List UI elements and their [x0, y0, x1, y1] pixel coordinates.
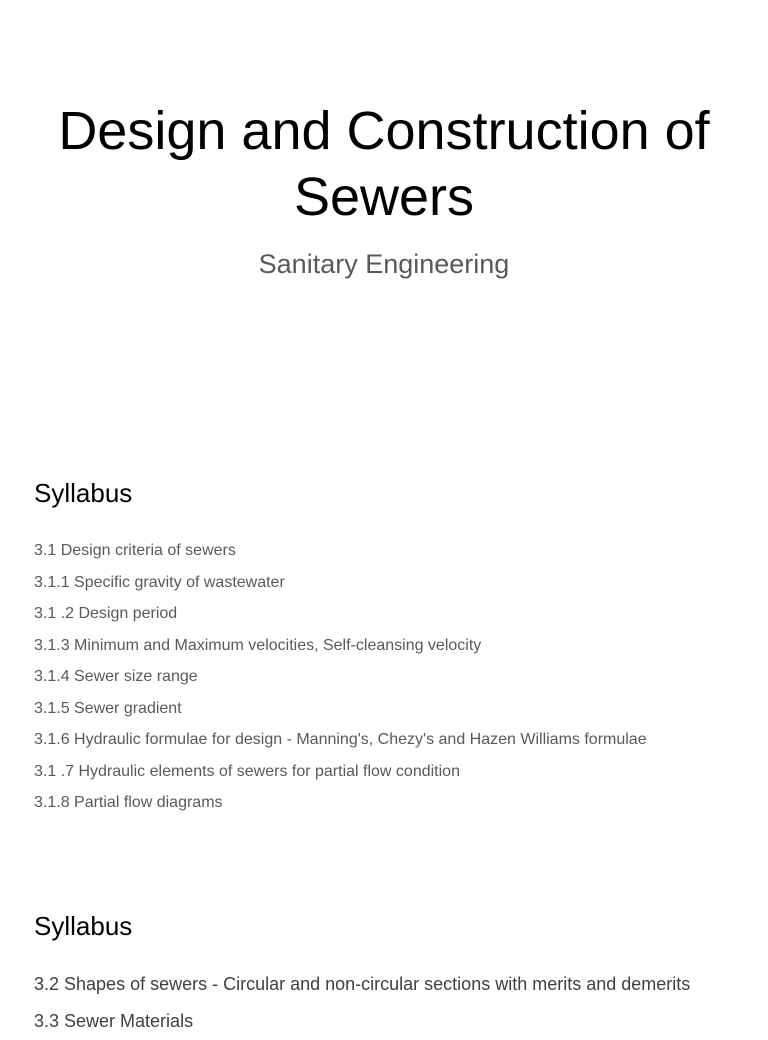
document-title-line-1: Design and Construction of — [58, 101, 710, 161]
list-item: 3.1.8 Partial flow diagrams — [34, 794, 223, 811]
list-item: 3.2 Shapes of sewers - Circular and non-circular sections with merits and demerits — [34, 974, 691, 994]
title-slide — [0, 0, 768, 330]
syllabus-heading: Syllabus — [34, 911, 133, 941]
list-item: 3.1.5 Sewer gradient — [34, 699, 182, 717]
list-item: 3.3 Sewer Materials — [34, 1011, 194, 1031]
list-item: 3.1.1 Specific gravity of wastewater — [34, 573, 285, 591]
list-item: 3.1.3 Minimum and Maximum velocities, Self-cleansing velocity — [34, 636, 482, 654]
syllabus-heading: Syllabus — [34, 478, 133, 508]
list-item: 3.1 Design criteria of sewers — [34, 542, 236, 559]
document-title — [0, 98, 768, 230]
list-item: 3.1.4 Sewer size range — [34, 668, 198, 685]
syllabus-list — [34, 966, 690, 1040]
list-item: 3.1.6 Hydraulic formulae for design - Manning's, Chezy's and Hazen Williams formulae — [34, 731, 647, 748]
list-item: 3.1 .7 Hydraulic elements of sewers for partial flow condition — [34, 762, 460, 780]
document-subtitle: Sanitary Engineering — [258, 249, 510, 279]
syllabus-list — [34, 535, 647, 819]
list-item: 3.1 .2 Design period — [34, 605, 178, 622]
document-title-line-2: Sewers — [293, 167, 475, 227]
